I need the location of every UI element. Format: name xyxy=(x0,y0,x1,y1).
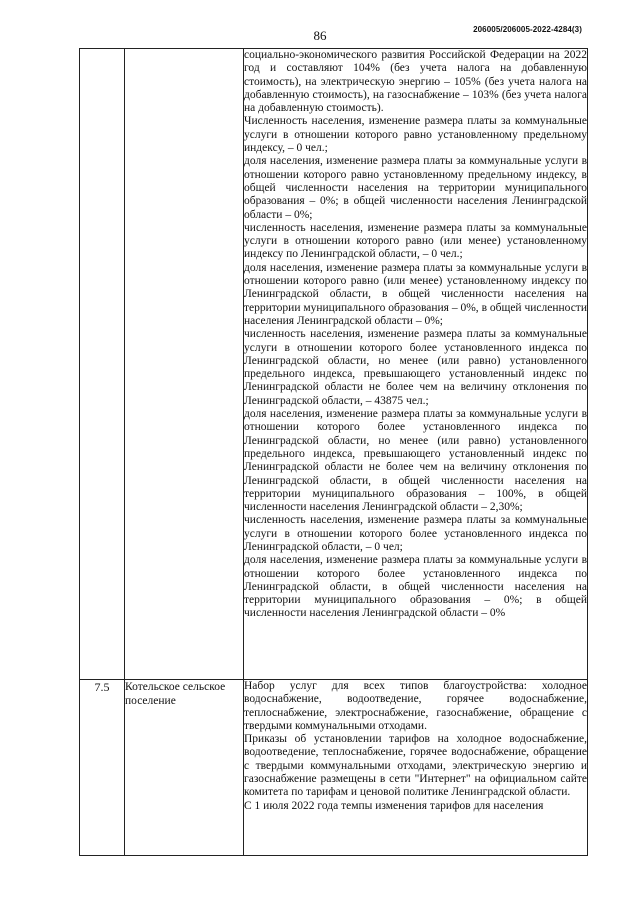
paragraph: социально-экономического развития Российской Федерации на 2022 год и составляют 104% (без учета налога на добавленную стоимость), на электрическую энергию – 105% (без учета налога на добавленную стоимость), на газоснабжение – 103% (без учета налога на добавленную стоимость). xyxy=(244,49,587,115)
description-cell xyxy=(244,680,588,856)
paragraph: доля населения, изменение размера платы за коммунальные услуги в отношении которого более установленного индекса по Ленинградской области, но менее (или равно) установленного предельного индекса, превышающего установленный индекс по Ленинградской области не более чем на величину отклонения по Ленинградской области, в общей численности населения на территории муниципального образования – 100%, в общей численности населения Ленинградской области – 2,30%; xyxy=(244,408,587,514)
tariff-table xyxy=(79,48,588,856)
row-number-cell: 7.5 xyxy=(80,680,125,856)
paragraph: доля населения, изменение размера платы за коммунальные услуги в отношении которого более установленного индекса по Ленинградской области, в общей численности населения на территории муниципального образования – 0%; в общей численности населения Ленинградской области – 0% xyxy=(244,554,587,620)
municipality-cell: Котельское сельское поселение xyxy=(125,680,244,856)
table-row xyxy=(80,680,588,856)
paragraph: С 1 июля 2022 года темпы изменения тарифов для населения xyxy=(244,799,544,812)
municipality-cell xyxy=(125,49,244,680)
table-row xyxy=(80,49,588,680)
description-cell xyxy=(244,49,588,680)
paragraph: Приказы об установлении тарифов на холодное водоснабжение, водоотведение, теплоснабжение, горячее водоснабжение, обращение с твердыми коммунальными отходами, электрическую энергию и газоснабжение размещены в сети "Интернет" на официальном сайте комитета по тарифам и ценовой политике Ленинградской области. xyxy=(244,733,587,799)
paragraph: доля населения, изменение размера платы за коммунальные услуги в отношении которого равно установленному предельному индексу, в общей численности населения на территории муниципального образования – 0%; в общей численности населения Ленинградской области – 0%; xyxy=(244,155,587,221)
page-number: 86 xyxy=(313,28,327,43)
paragraph: численность населения, изменение размера платы за коммунальные услуги в отношении которого более установленного индекса по Ленинградской области, но менее (или равно) установленного предельного индекса, превышающего установленный индекс по Ленинградской области не более чем на величину отклонения по Ленинградской области, – 43875 чел.; xyxy=(244,328,587,407)
paragraph: численность населения, изменение размера платы за коммунальные услуги в отношении которого более установленного индекса по Ленинградской области, – 0 чел; xyxy=(244,514,587,553)
row-number-cell xyxy=(80,49,125,680)
document-code: 206005/206005-2022-4284(3) xyxy=(473,25,582,34)
paragraph: Набор услуг для всех типов благоустройства: холодное водоснабжение, водоотведение, горячее водоснабжение, теплоснабжение, электроснабжение, газоснабжение, обращение с твердыми коммунальными отходами. xyxy=(244,680,587,732)
paragraph: численность населения, изменение размера платы за коммунальные услуги в отношении которого равно (или менее) установленному индексу по Ленинградской области, – 0 чел.; xyxy=(244,221,587,261)
paragraph: Численность населения, изменение размера платы за коммунальные услуги в отношении которого равно установленному предельному индексу, – 0 чел.; xyxy=(244,115,587,155)
paragraph: доля населения, изменение размера платы за коммунальные услуги в отношении которого равно (или менее) установленному индексу по Ленинградской области, в общей численности населения на территории муниципального образования – 0%, в общей численности населения Ленинградской области – 0%; xyxy=(244,261,587,327)
